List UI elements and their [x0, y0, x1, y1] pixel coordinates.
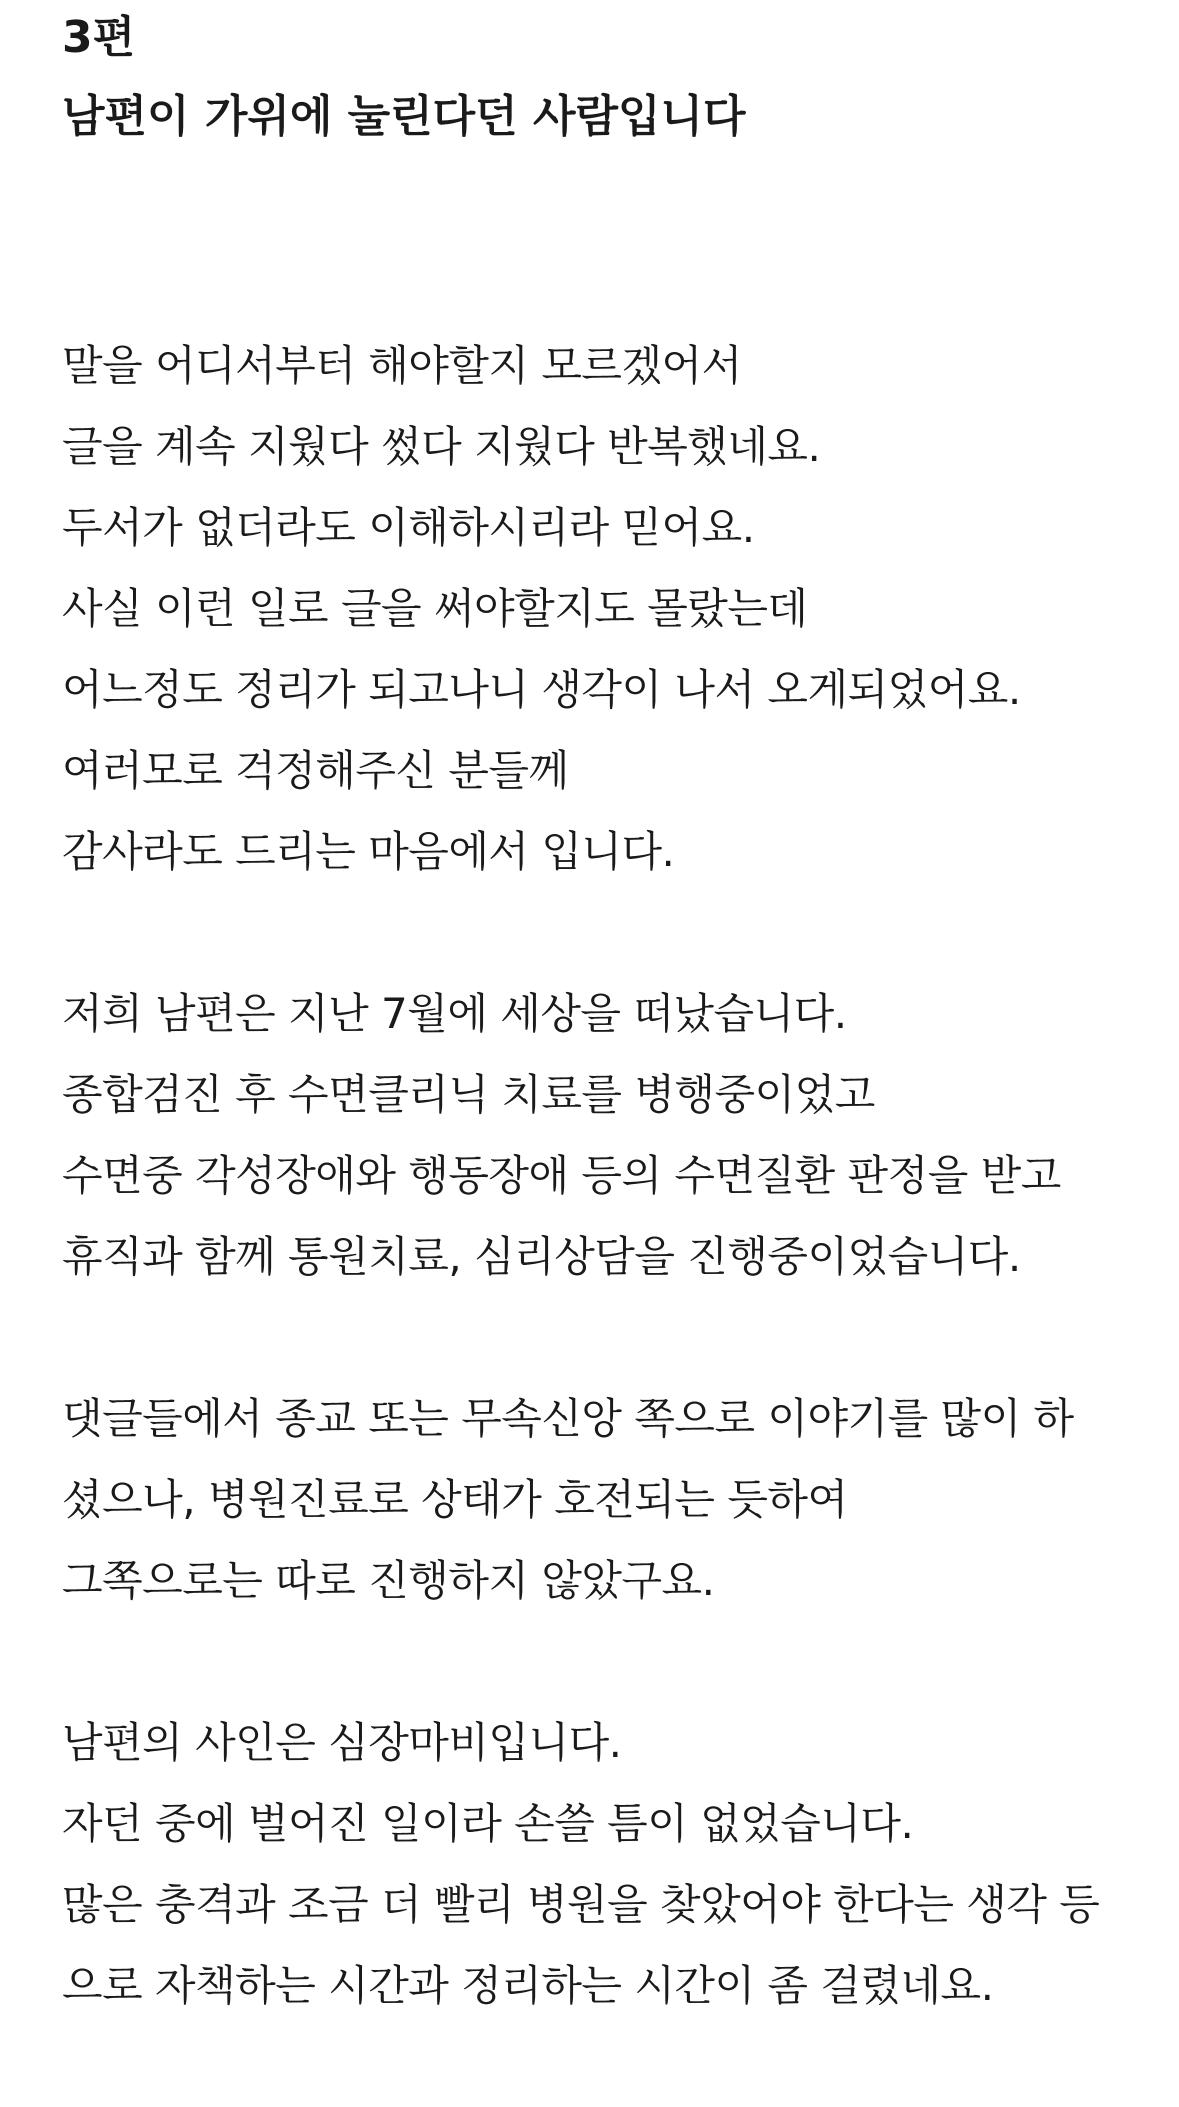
- text-line: 수면중 각성장애와 행동장애 등의 수면질환 판정을 받고: [62, 1151, 1061, 1200]
- text-line: 남편의 사인은 심장마비입니다.: [62, 1718, 622, 1767]
- text-line: 휴직과 함께 통원치료, 심리상담을 진행중이었습니다.: [62, 1232, 1021, 1281]
- text-line: 셨으나, 병원진료로 상태가 호전되는 듯하여: [62, 1475, 848, 1524]
- paragraph: [62, 973, 1162, 1297]
- paragraph: [62, 1378, 1162, 1621]
- text-line: 많은 충격과 조금 더 빨리 병원을 찾았어야 한다는 생각 등: [62, 1880, 1100, 1929]
- text-line: 그쪽으로는 따로 진행하지 않았구요.: [62, 1556, 715, 1605]
- text-line: 자던 중에 벌어진 일이라 손쓸 틈이 없었습니다.: [62, 1799, 914, 1848]
- text-line: 댓글들에서 종교 또는 무속신앙 쪽으로 이야기를 많이 하: [62, 1394, 1074, 1443]
- text-line: 두서가 없더라도 이해하시리라 믿어요.: [62, 503, 755, 552]
- text-line: 으로 자책하는 시간과 정리하는 시간이 좀 걸렸네요.: [62, 1961, 994, 2010]
- text-line: 말을 어디서부터 해야할지 모르겠어서: [62, 341, 742, 390]
- text-line: 감사라도 드리는 마음에서 입니다.: [62, 827, 675, 876]
- series-label: 3편: [62, 12, 136, 63]
- post-body: [62, 325, 1162, 2107]
- paragraph: [62, 325, 1162, 892]
- text-line: 사실 이런 일로 글을 써야할지도 몰랐는데: [62, 584, 808, 633]
- text-line: 저희 남편은 지난 7월에 세상을 떠났습니다.: [62, 989, 847, 1038]
- text-line: 글을 계속 지웠다 썼다 지웠다 반복했네요.: [62, 422, 821, 471]
- text-line: 종합검진 후 수면클리닉 치료를 병행중이었고: [62, 1070, 875, 1119]
- post-title: 남편이 가위에 눌린다던 사람입니다: [62, 91, 746, 142]
- paragraph: [62, 1702, 1162, 2026]
- text-line: 어느정도 정리가 되고나니 생각이 나서 오게되었어요.: [62, 665, 1021, 714]
- text-line: 여러모로 걱정해주신 분들께: [62, 746, 569, 795]
